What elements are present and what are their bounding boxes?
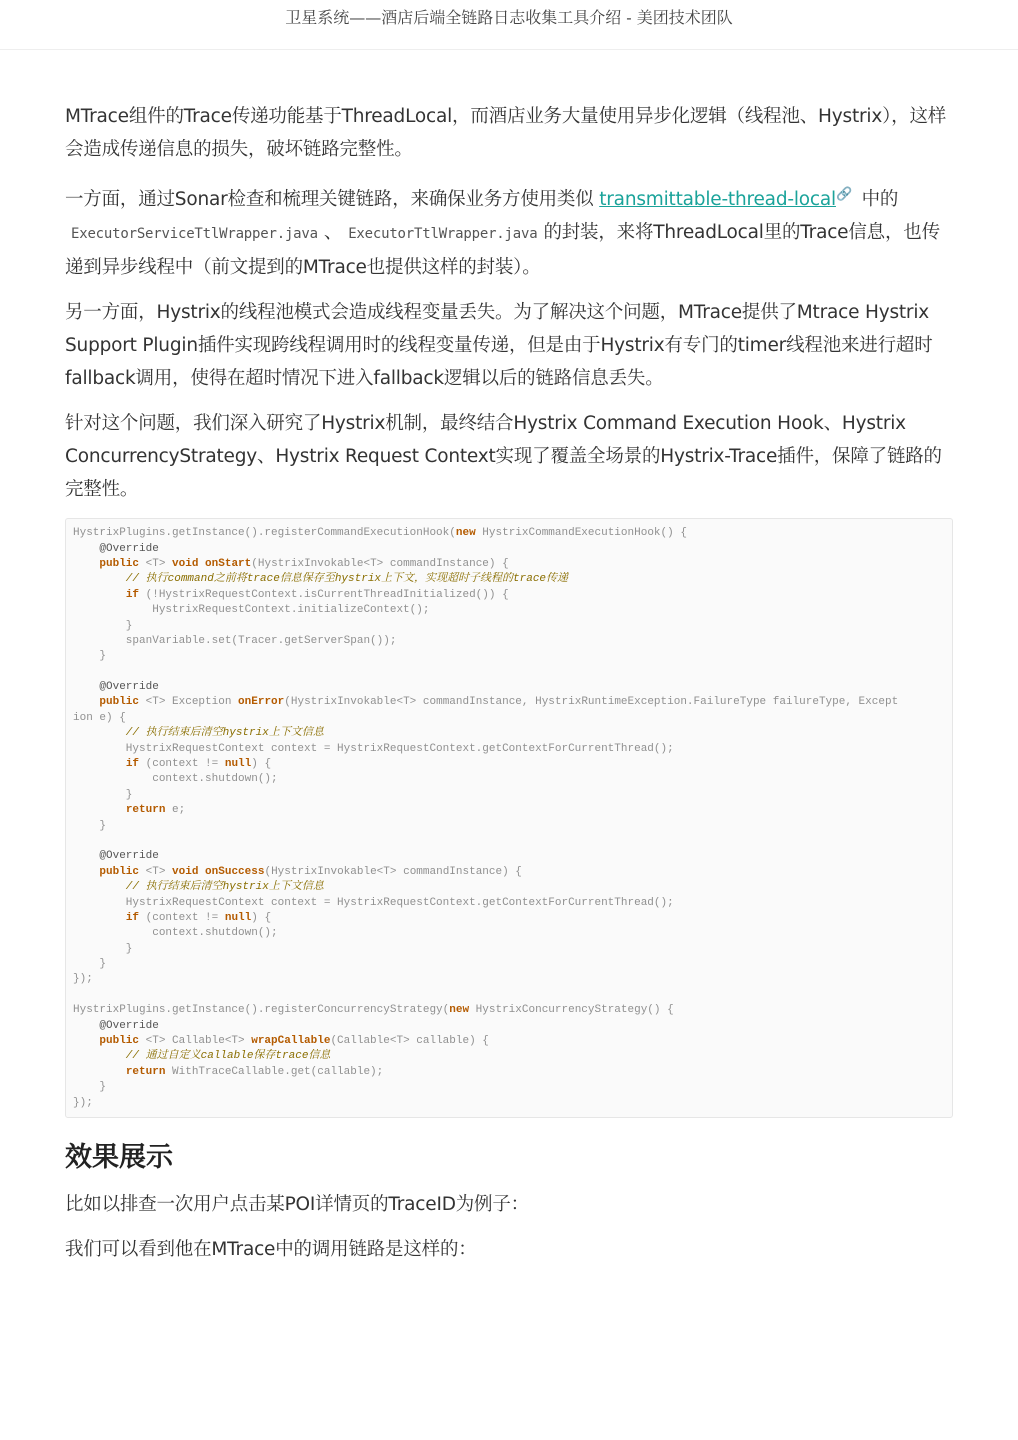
code-line: [73, 711, 946, 726]
code-line: [73, 757, 946, 772]
code-token: // 通过自定义callable保存trace信息: [73, 1050, 331, 1063]
code-line: [73, 803, 946, 818]
code-token: [73, 558, 99, 570]
paragraph-sonar-text-1: 一方面，通过Sonar检查和梳理关键链路，来确保业务方使用类似: [65, 189, 600, 211]
transmittable-thread-local-link[interactable]: transmittable-thread-local: [599, 189, 836, 211]
external-link-icon: 🔗: [835, 187, 852, 202]
code-token: public: [99, 1035, 140, 1048]
code-line: [73, 1080, 946, 1095]
code-token: }: [73, 819, 107, 832]
page-header: [0, 0, 1018, 50]
code-token: @Override: [73, 542, 159, 555]
code-line: [73, 526, 946, 541]
code-token: void: [172, 557, 199, 570]
code-token: HystrixCommandExecutionHook() {: [475, 527, 687, 540]
code-token: return: [125, 804, 166, 817]
code-token: [73, 804, 126, 816]
page-header-title: 卫星系统——酒店后端全链路日志收集工具介绍 - 美团技术团队: [285, 8, 733, 27]
code-token: HystrixRequestContext context = HystrixRequestContext.getContextForCurrentThread();: [73, 742, 674, 755]
code-token: HystrixConcurrencyStrategy() {: [469, 1004, 674, 1017]
code-token: <T>: [139, 557, 173, 570]
code-token: context.shutdown();: [73, 927, 278, 940]
code-token: [73, 1066, 126, 1078]
code-line: [73, 834, 946, 849]
code-token: (HystrixInvokable<T> commandInstance) {: [264, 865, 522, 878]
article-content: [65, 100, 953, 1278]
code-token: (!HystrixRequestContext.isCurrentThreadInitialized()) {: [139, 588, 509, 601]
code-token: <T> Callable<T>: [139, 1035, 252, 1048]
code-token: new: [455, 527, 476, 540]
code-token: (HystrixInvokable<T> commandInstance, HystrixRuntimeException.FailureType failureType, Except: [284, 696, 899, 709]
code-token: return: [125, 1065, 166, 1078]
code-token: (HystrixInvokable<T> commandInstance) {: [251, 557, 509, 570]
inline-code-executor-ttl-wrapper: ExecutorTtlWrapper.java: [348, 226, 538, 243]
code-line: [73, 1019, 946, 1034]
code-line: [73, 911, 946, 926]
code-token: void: [172, 865, 199, 878]
code-token: [73, 758, 126, 770]
code-token: [73, 589, 126, 601]
code-line: [73, 819, 946, 834]
code-line: [73, 772, 946, 787]
code-token: // 执行结束后清空hystrix上下文信息: [73, 727, 324, 740]
code-line: [73, 849, 946, 864]
code-line: [73, 742, 946, 757]
code-token: (context !=: [139, 758, 225, 771]
code-token: [73, 866, 99, 878]
code-token: wrapCallable: [251, 1035, 331, 1048]
code-line: [73, 588, 946, 603]
code-line: [73, 1049, 946, 1064]
code-line: [73, 865, 946, 880]
code-token: }: [73, 1081, 107, 1094]
code-token: }: [73, 650, 107, 663]
code-token: spanVariable.set(Tracer.getServerSpan());: [73, 634, 397, 647]
code-line: [73, 603, 946, 618]
code-line: [73, 1096, 946, 1111]
code-line: [73, 695, 946, 710]
code-token: e;: [165, 804, 186, 817]
paragraph-example: 比如以排查一次用户点击某POI详情页的TraceID为例子：: [65, 1194, 529, 1215]
code-line: [73, 619, 946, 634]
code-line: [73, 972, 946, 987]
code-token: if: [125, 911, 140, 924]
code-line: [73, 557, 946, 572]
code-line: [73, 1034, 946, 1049]
code-token: HystrixPlugins.getInstance().registerConcurrencyStrategy(: [73, 1004, 450, 1017]
code-line: [73, 649, 946, 664]
code-token: ion e) {: [73, 711, 126, 724]
code-token: (context !=: [139, 911, 225, 924]
code-token: onError: [238, 696, 285, 709]
code-line: [73, 896, 946, 911]
code-token: @Override: [73, 681, 159, 694]
paragraph-hystrix-trace: 针对这个问题，我们深入研究了Hystrix机制，最终结合Hystrix Command Execution Hook、Hystrix ConcurrencyStrategy、Hystrix Request Context实现了覆盖全场景的Hystrix-Trace插件，保障了链路的完整性。: [65, 413, 942, 501]
code-line: [73, 788, 946, 803]
code-token: public: [99, 557, 140, 570]
code-token: });: [73, 973, 93, 986]
paragraph-hystrix-threadpool: 另一方面，Hystrix的线程池模式会造成线程变量丢失。为了解决这个问题，MTrace提供了Mtrace Hystrix Support Plugin插件实现跨线程调用时的线程变量传递，但是由于Hystrix有专门的timer线程池来进行超时fallback调用，使得在超时情况下进入fallback逻辑以后的链路信息丢失。: [65, 302, 933, 390]
code-line: [73, 926, 946, 941]
code-line: [73, 1003, 946, 1018]
paragraph-sonar-text-3: 的封装，来将ThreadLocal里的Trace信息，也传递到异步线程中（前文提到的MTrace也提供这样的封装）。: [65, 222, 940, 279]
code-token: [73, 696, 99, 708]
code-token: @Override: [73, 850, 159, 863]
code-token: HystrixRequestContext.initializeContext();: [73, 604, 430, 617]
code-line: [73, 634, 946, 649]
code-token: }: [73, 788, 133, 801]
code-token: HystrixPlugins.getInstance().registerCommandExecutionHook(: [73, 527, 456, 540]
code-token: [73, 912, 126, 924]
code-line: [73, 1065, 946, 1080]
paragraph-sonar-separator: 、: [323, 222, 343, 244]
code-token: <T> Exception: [139, 696, 239, 709]
section-heading-results: 效果展示: [65, 1142, 173, 1173]
code-token: @Override: [73, 1019, 159, 1032]
code-token: new: [449, 1004, 470, 1017]
code-token: (Callable<T> callable) {: [330, 1035, 489, 1048]
code-token: }: [73, 619, 133, 632]
code-token: onSuccess: [205, 865, 265, 878]
code-token: public: [99, 696, 140, 709]
paragraph-sonar: [65, 178, 953, 284]
code-token: ) {: [251, 911, 272, 924]
code-line: [73, 665, 946, 680]
inline-code-executor-service-ttl-wrapper: ExecutorServiceTtlWrapper.java: [71, 226, 318, 243]
code-token: public: [99, 865, 140, 878]
code-block: [65, 518, 953, 1118]
code-token: WithTraceCallable.get(callable);: [165, 1065, 384, 1078]
code-line: [73, 542, 946, 557]
code-line: [73, 957, 946, 972]
code-token: [73, 1035, 99, 1047]
code-token: null: [224, 911, 252, 924]
code-token: }: [73, 958, 107, 971]
code-line: [73, 726, 946, 741]
code-token: ) {: [251, 758, 272, 771]
code-line: [73, 680, 946, 695]
code-token: // 执行command之前将trace信息保存至hystrix上下文，实现超时子线程的trace传递: [73, 573, 569, 586]
code-token: HystrixRequestContext context = HystrixRequestContext.getContextForCurrentThread();: [73, 896, 674, 909]
code-token: });: [73, 1096, 93, 1109]
code-line: [73, 988, 946, 1003]
paragraph-call-chain: 我们可以看到他在MTrace中的调用链路是这样的：: [65, 1239, 477, 1260]
code-token: context.shutdown();: [73, 773, 278, 786]
code-line: [73, 942, 946, 957]
code-token: <T>: [139, 865, 173, 878]
code-token: // 执行结束后清空hystrix上下文信息: [73, 881, 324, 894]
code-token: onStart: [205, 557, 252, 570]
code-token: if: [125, 758, 140, 771]
code-token: if: [125, 588, 140, 601]
code-line: [73, 880, 946, 895]
code-token: }: [73, 942, 133, 955]
code-token: null: [224, 758, 252, 771]
paragraph-sonar-text-2: 中的: [855, 189, 899, 211]
code-line: [73, 572, 946, 587]
paragraph-threadlocal: MTrace组件的Trace传递功能基于ThreadLocal，而酒店业务大量使用异步化逻辑（线程池、Hystrix），这样会造成传递信息的损失，破坏链路完整性。: [65, 106, 947, 160]
